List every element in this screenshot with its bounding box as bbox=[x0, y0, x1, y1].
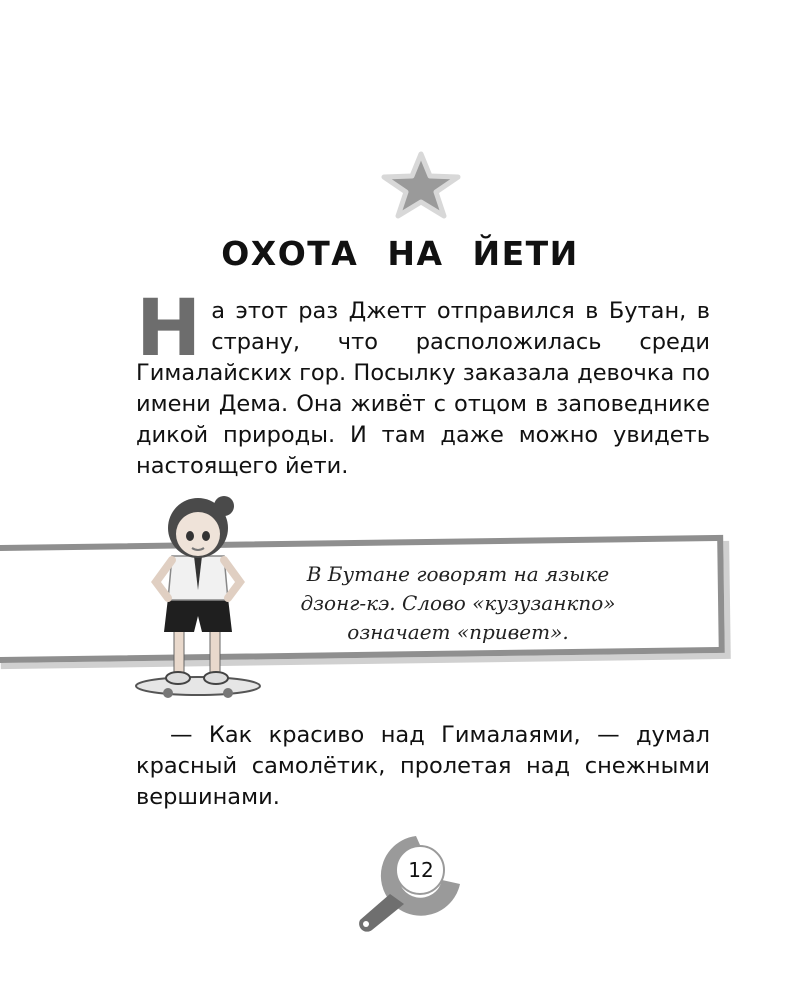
intro-paragraph bbox=[136, 284, 710, 482]
dialogue-paragraph: — Как красиво над Гималаями, — думал красный самолётик, пролетая над снежными вершинами. bbox=[136, 722, 710, 810]
drop-cap: Н bbox=[136, 284, 202, 374]
page-title: ОХОТА НА ЙЕТИ bbox=[221, 234, 579, 273]
star-icon bbox=[378, 150, 464, 220]
page-number: 12 bbox=[408, 858, 434, 882]
note-text bbox=[258, 560, 658, 647]
note-line: дзонг-кэ. Слово «кузузанкпо» bbox=[300, 591, 616, 615]
intro-text: а этот раз Джетт отправился в Бутан, в страну, что расположилась среди Гималайских гор. Посылку заказала девочка по имени Дема. Она живёт с отцом в заповеднике дикой природы. И там даже можно увидеть настоящего йети. bbox=[136, 298, 710, 479]
girl-illustration bbox=[128, 490, 268, 700]
note-line: означает «привет». bbox=[347, 620, 569, 644]
note-line: В Бутане говорят на языке bbox=[306, 562, 610, 586]
